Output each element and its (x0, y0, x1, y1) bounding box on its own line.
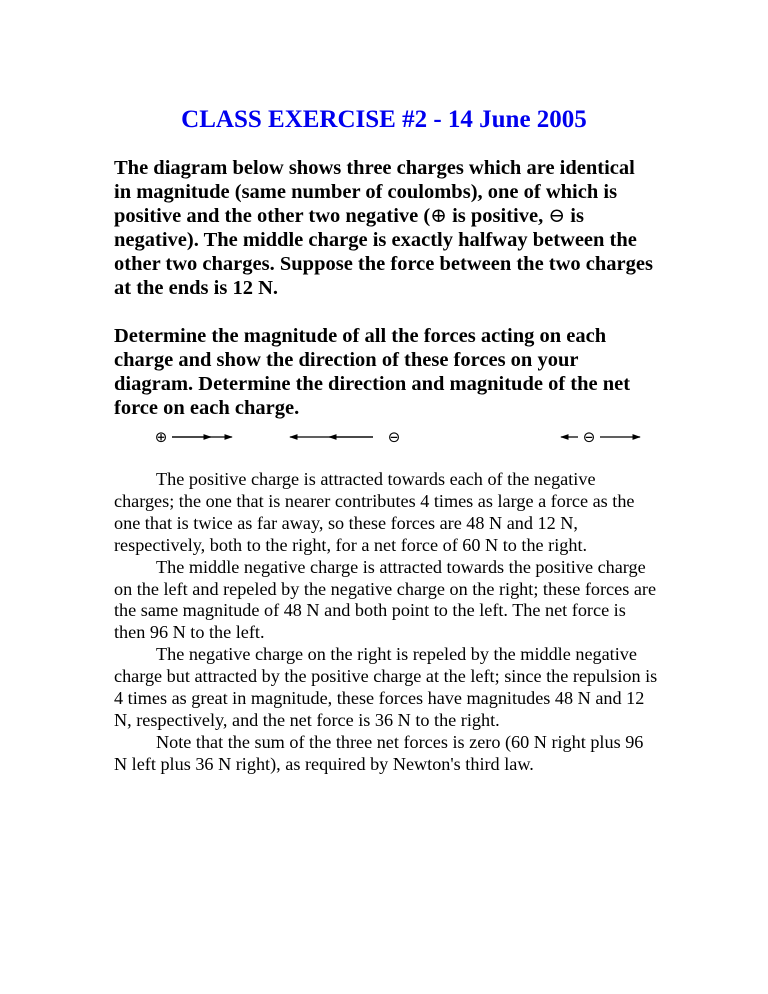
answer-paragraph-2: The middle negative charge is attracted towards the positive charge on the left and repeled by the negative charge on the right; these forces are the same magnitude of 48 N and both point to the left. The net force is then 96 N to the left. (114, 556, 657, 643)
answer-paragraph-4: Note that the sum of the three net forces is zero (60 N right plus 96 N left plus 36 N right), as required by Newton's third law. (114, 731, 644, 774)
charge-3-symbol: ⊖ (582, 428, 596, 446)
problem-paragraph-1 (114, 156, 654, 300)
charge-2-symbol: ⊖ (387, 428, 401, 446)
charge-1-symbol: ⊕ (154, 428, 168, 446)
positive-charge-symbol: ⊕ (430, 205, 447, 227)
page-title: CLASS EXERCISE #2 - 14 June 2005 (181, 106, 587, 133)
answer-paragraph-1: The positive charge is attracted towards each of the negative charges; the one that is nearer contributes 4 times as large a force as the one that is twice as far away, so these forces are 48 N and 12 N, respectively, both to the right, for a net force of 60 N to the right. (114, 469, 635, 555)
force-diagram (0, 424, 768, 454)
problem-text-c: is negative). The middle charge is exactly halfway between the other two charges. Suppose the force between the two charges at the ends is 12 N. (114, 205, 653, 299)
problem-text-a: The diagram below shows three charges which are identical in magnitude (same number of coulombs), one of which is positive and the other two negative ( (114, 157, 635, 227)
answer-explanation (114, 469, 659, 776)
negative-charge-symbol: ⊖ (548, 205, 566, 227)
problem-text-b: is positive, (446, 205, 549, 227)
problem-paragraph-2: Determine the magnitude of all the forces acting on each charge and show the direction of these forces on your diagram. Determine the direction and magnitude of the net force on each charge. (114, 325, 631, 419)
answer-paragraph-3: The negative charge on the right is repeled by the middle negative charge but attracted by the positive charge at the left; since the repulsion is 4 times as great in magnitude, these forces have magnitudes 48 N and 12 N, respectively, and the net force is 36 N to the right. (114, 644, 658, 730)
problem-statement (114, 156, 654, 420)
